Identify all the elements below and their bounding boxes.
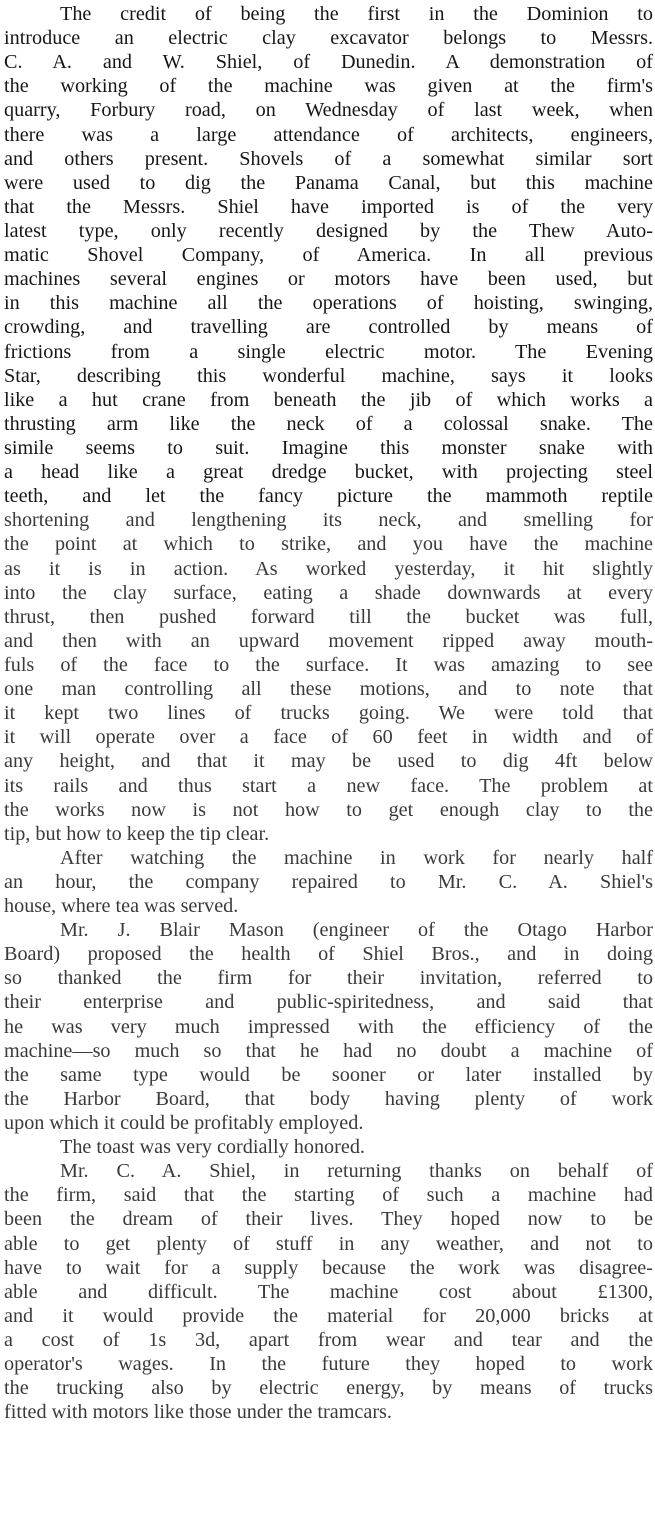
text-line: the trucking also by electric energy, by means of trucks <box>4 1377 653 1400</box>
text-line: a cost of 1s 3d, apart from wear and tear and the <box>4 1329 653 1352</box>
text-line: frictions from a single electric motor. The Evening <box>4 340 653 363</box>
text-line: the Harbor Board, that body having plenty of work <box>4 1087 653 1110</box>
text-line: the firm, said that the starting of such a machine had <box>4 1184 653 1207</box>
text-line: a head like a great dredge bucket, with projecting steel <box>4 461 653 484</box>
text-line: he was very much impressed with the efficiency of the <box>4 1015 653 1038</box>
text-line: fuls of the face to the surface. It was amazing to see <box>4 653 653 676</box>
text-line: one man controlling all these motions, and to note that <box>4 678 653 701</box>
text-line: house, where tea was served. <box>4 895 239 918</box>
text-line: Board) proposed the health of Shiel Bros., and in doing <box>4 943 653 966</box>
text-line: able and difficult. The machine cost about £1300, <box>4 1280 653 1303</box>
text-line: in this machine all the operations of hoisting, swinging, <box>4 292 653 315</box>
text-line: tip, but how to keep the tip clear. <box>4 822 270 845</box>
text-line: thrusting arm like the neck of a colossal snake. The <box>4 412 653 435</box>
text-line: matic Shovel Company, of America. In all previous <box>4 244 653 267</box>
text-line: into the clay surface, eating a shade downwards at every <box>4 581 653 604</box>
text-line: Mr. C. A. Shiel, in returning thanks on behalf of <box>60 1160 653 1183</box>
text-line: that the Messrs. Shiel have imported is of the very <box>4 195 653 218</box>
text-line: Star, describing this wonderful machine, says it looks <box>4 364 653 387</box>
text-line: simile seems to suit. Imagine this monster snake with <box>4 436 653 459</box>
text-line: thrust, then pushed forward till the bucket was full, <box>4 605 653 628</box>
text-line: the same type would be sooner or later installed by <box>4 1063 653 1086</box>
text-line: any height, and that it may be used to dig 4ft below <box>4 750 653 773</box>
text-line: The credit of being the first in the Dominion to <box>60 3 653 25</box>
text-line: introduce an electric clay excavator belongs to Messrs. <box>4 27 653 50</box>
text-line: and then with an upward movement ripped away mouth- <box>4 629 653 652</box>
text-line: the working of the machine was given at the firm's <box>4 75 653 98</box>
text-line: there was a large attendance of architects, engineers, <box>4 123 653 146</box>
text-line: it will operate over a face of 60 feet in width and of <box>4 726 653 749</box>
text-line: the works now is not how to get enough clay to the <box>4 798 653 821</box>
text-line: crowding, and travelling are controlled by means of <box>4 316 653 339</box>
paragraph-1 <box>4 2 653 846</box>
article-body <box>4 2 653 1424</box>
text-line: as it is in action. As worked yesterday, it hit slightly <box>4 557 653 580</box>
text-line: teeth, and let the fancy picture the mammoth reptile <box>4 485 653 508</box>
text-line: so thanked the firm for their invitation, referred to <box>4 967 653 990</box>
text-line: been the dream of their lives. They hoped now to be <box>4 1208 653 1231</box>
text-line: C. A. and W. Shiel, of Dunedin. A demonstration of <box>4 51 653 74</box>
text-line: their enterprise and public-spiritedness, and said that <box>4 991 653 1014</box>
paragraph-5 <box>4 1159 653 1424</box>
text-line: fitted with motors like those under the tramcars. <box>4 1401 392 1424</box>
paragraph-3 <box>4 918 653 1135</box>
text-line: able to get plenty of stuff in any weather, and not to <box>4 1232 653 1255</box>
text-line: shortening and lengthening its neck, and smelling for <box>4 509 653 532</box>
text-line: The toast was very cordially honored. <box>60 1136 365 1159</box>
text-line: upon which it could be profitably employed. <box>4 1112 364 1135</box>
text-line: latest type, only recently designed by the Thew Auto- <box>4 219 653 242</box>
text-line: Mr. J. Blair Mason (engineer of the Otago Harbor <box>60 919 653 942</box>
text-line: an hour, the company repaired to Mr. C. A. Shiel's <box>4 870 653 893</box>
text-line: like a hut crane from beneath the jib of which works a <box>4 388 653 411</box>
text-line: After watching the machine in work for nearly half <box>60 846 653 869</box>
text-line: it kept two lines of trucks going. We were told that <box>4 702 653 725</box>
text-line: machine—so much so that he had no doubt a machine of <box>4 1039 653 1062</box>
text-line: operator's wages. In the future they hoped to work <box>4 1353 653 1376</box>
text-line: the point at which to strike, and you have the machine <box>4 533 653 556</box>
text-line: quarry, Forbury road, on Wednesday of last week, when <box>4 99 653 122</box>
paragraph-2 <box>4 846 653 918</box>
text-line: machines several engines or motors have been used, but <box>4 268 653 291</box>
text-line: its rails and thus start a new face. The problem at <box>4 774 653 797</box>
paragraph-4 <box>4 1135 653 1159</box>
text-line: and it would provide the material for 20,000 bricks at <box>4 1304 653 1327</box>
text-line: were used to dig the Panama Canal, but this machine <box>4 171 653 194</box>
text-line: and others present. Shovels of a somewhat similar sort <box>4 147 653 170</box>
text-line: have to wait for a supply because the work was disagree- <box>4 1256 653 1279</box>
